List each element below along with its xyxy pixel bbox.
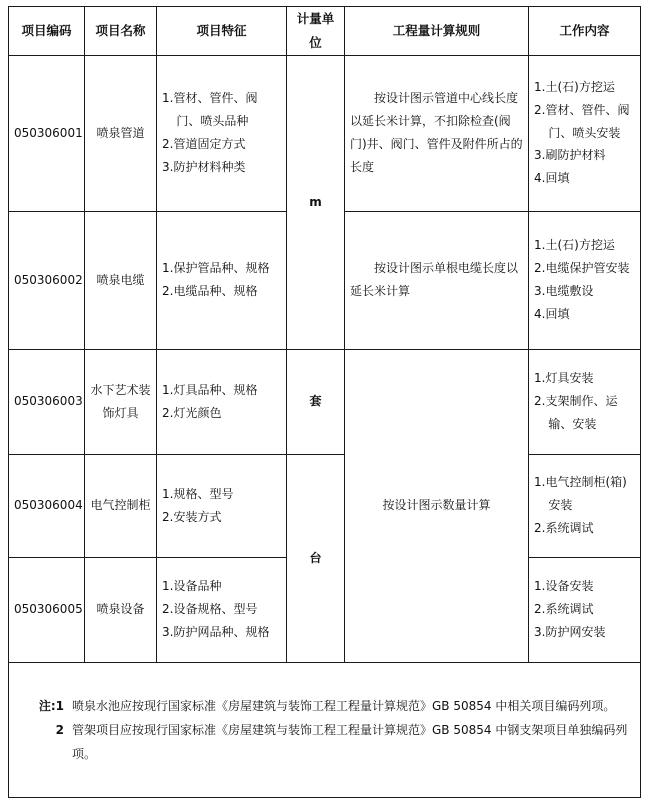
work-content [529, 454, 641, 557]
feature-item: 2.安装方式 [162, 509, 222, 524]
work-item: 1.土(石)方挖运 [534, 238, 615, 253]
note-text: 喷泉水池应按现行国家标准《房屋建筑与装饰工程工程量计算规范》GB 50854 中相关项目编码列项。 [72, 698, 616, 713]
feature-item: 3.防护网品种、规格 [162, 624, 270, 639]
notes-row [9, 662, 641, 797]
work-item: 3.刷防护材料 [534, 148, 606, 163]
item-name: 电气控制柜 [85, 454, 157, 557]
work-item: 2.支架制作、运输、安装 [534, 394, 618, 431]
rule-cell-quantity: 按设计图示数量计算 [345, 349, 529, 662]
work-content [529, 55, 641, 211]
item-code: 050306003 [9, 349, 85, 454]
header-code: 项目编码 [9, 7, 85, 56]
header-features: 项目特征 [157, 7, 287, 56]
feature-item: 2.电缆品种、规格 [162, 284, 258, 298]
table-row [9, 454, 641, 557]
note-prefix: 注:1 [38, 698, 64, 713]
work-item: 2.系统调试 [534, 602, 594, 617]
work-item: 1.电气控制柜(箱)安装 [534, 475, 627, 513]
rule-text: 按设计图示管道中心线长度以延长米计算，不扣除检查(阀门)井、阀门、管件及附件所占的长度 [350, 91, 523, 174]
item-features [157, 55, 287, 211]
header-unit: 计量单位 [287, 7, 345, 56]
notes-cell [9, 662, 641, 797]
work-item: 2.系统调试 [534, 520, 594, 535]
work-item: 1.灯具安装 [534, 371, 594, 386]
feature-item: 1.管材、管件、阀门、喷头品种 [162, 91, 258, 129]
note-1 [14, 694, 635, 718]
table-row [9, 349, 641, 454]
work-item: 2.管材、管件、阀门、喷头安装 [534, 102, 630, 140]
work-content [529, 349, 641, 454]
feature-item: 1.灯具品种、规格 [162, 382, 258, 397]
item-code: 050306004 [9, 454, 85, 557]
feature-item: 3.防护材料种类 [162, 159, 246, 174]
item-features [157, 211, 287, 349]
item-code: 050306005 [9, 557, 85, 662]
work-item: 3.防护网安装 [534, 624, 606, 639]
work-item: 4.回填 [534, 171, 570, 186]
note-text: 管架项目应按现行国家标准《房屋建筑与装饰工程工程量计算规范》GB 50854 中钢支架项目单独编码列项。 [72, 722, 628, 761]
unit-cell-tai: 台 [287, 454, 345, 662]
header-name: 项目名称 [85, 7, 157, 56]
work-item: 1.设备安装 [534, 579, 594, 594]
item-name: 水下艺术装饰灯具 [85, 349, 157, 454]
header-row [9, 7, 641, 56]
table-row [9, 55, 641, 211]
feature-item: 2.灯光颜色 [162, 405, 222, 420]
note-2 [14, 718, 635, 766]
feature-item: 1.规格、型号 [162, 486, 234, 501]
item-name: 喷泉管道 [85, 55, 157, 211]
note-prefix: 2 [55, 722, 64, 737]
unit-cell-tao: 套 [287, 349, 345, 454]
item-features [157, 349, 287, 454]
item-code: 050306002 [9, 211, 85, 349]
feature-item: 1.保护管品种、规格 [162, 261, 270, 276]
feature-item: 1.设备品种 [162, 579, 222, 594]
work-content [529, 211, 641, 349]
feature-item: 2.管道固定方式 [162, 137, 246, 151]
work-content [529, 557, 641, 662]
item-name: 喷泉电缆 [85, 211, 157, 349]
spec-table [8, 6, 641, 798]
work-item: 4.回填 [534, 306, 570, 321]
rule-cell [345, 211, 529, 349]
rule-text: 按设计图示单根电缆长度以延长米计算 [350, 261, 519, 298]
work-item: 3.电缆敷设 [534, 284, 594, 298]
header-rule: 工程量计算规则 [345, 7, 529, 56]
feature-item: 2.设备规格、型号 [162, 602, 258, 617]
item-code: 050306001 [9, 55, 85, 211]
unit-cell-m: m [287, 55, 345, 349]
item-name: 喷泉设备 [85, 557, 157, 662]
item-features [157, 557, 287, 662]
header-work: 工作内容 [529, 7, 641, 56]
work-item: 1.土(石)方挖运 [534, 80, 615, 94]
rule-cell [345, 55, 529, 211]
work-item: 2.电缆保护管安装 [534, 261, 630, 276]
item-features [157, 454, 287, 557]
